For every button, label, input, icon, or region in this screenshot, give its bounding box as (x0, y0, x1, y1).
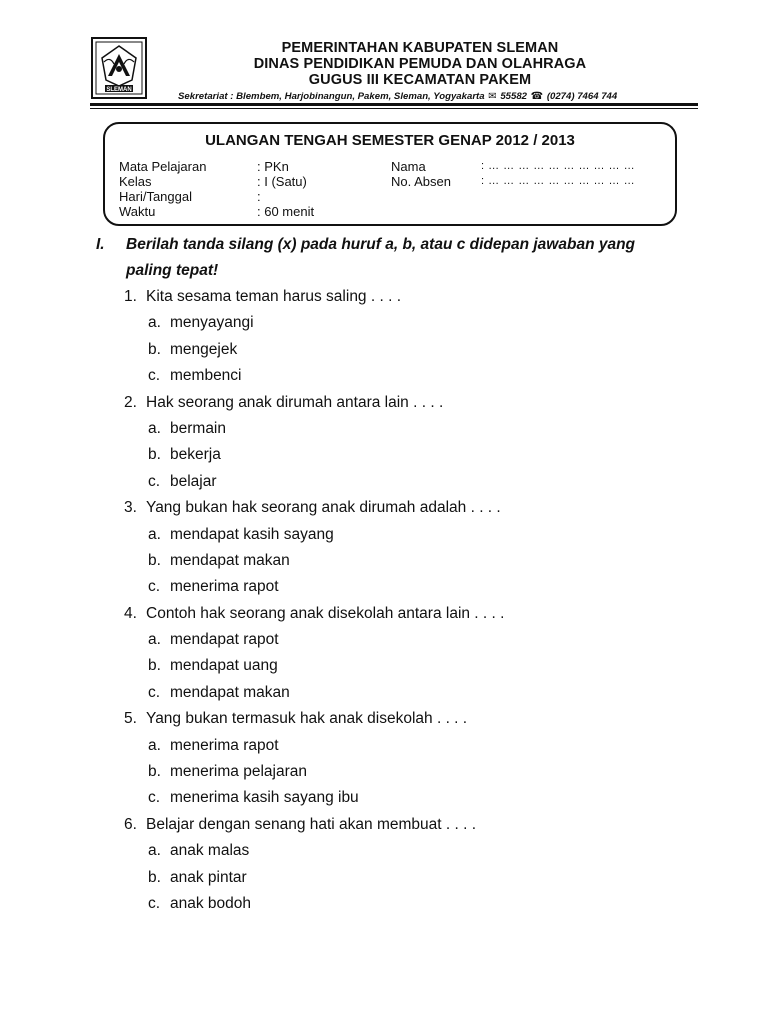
option-1c[interactable] (124, 363, 724, 389)
option-text: belajar (170, 472, 217, 490)
option-1a[interactable] (124, 310, 724, 336)
question-text: Kita sesama teman harus saling . . . . (146, 288, 402, 305)
option-letter: a. (148, 736, 161, 754)
question-1 (124, 284, 724, 310)
question-number: 3. (124, 499, 137, 517)
question-text: Contoh hak seorang anak disekolah antara lain . . . . (146, 604, 505, 622)
option-text: bermain (170, 419, 226, 437)
option-6a[interactable] (124, 838, 724, 864)
option-3a[interactable] (124, 522, 724, 548)
option-5b[interactable] (124, 759, 724, 785)
question-number: 1. (124, 288, 137, 305)
option-6c[interactable] (124, 891, 724, 917)
letterhead (90, 36, 700, 104)
option-text: mendapat kasih sayang (170, 525, 334, 543)
option-text: menyayangi (170, 314, 254, 332)
option-text: anak malas (170, 842, 250, 860)
option-letter: c. (148, 894, 161, 912)
name-label: Nama (391, 159, 426, 174)
letterhead-thin-rule (90, 108, 698, 109)
exam-info-box (103, 122, 677, 226)
instruction-text (126, 232, 726, 284)
question-5 (124, 706, 724, 732)
option-3c[interactable] (124, 574, 724, 600)
option-2c[interactable] (124, 469, 724, 495)
option-1b[interactable] (124, 337, 724, 363)
instruction-line-2: paling tepat! (126, 262, 219, 279)
question-number: 6. (124, 815, 137, 833)
question-list (124, 284, 724, 917)
option-letter: c. (148, 367, 161, 385)
option-4a[interactable] (124, 627, 724, 653)
option-letter: a. (148, 419, 161, 437)
address-text: Sekretariat : Blembem, Harjobinangun, Pakem, Sleman, Yogyakarta (178, 91, 485, 102)
option-letter: b. (148, 446, 161, 464)
letterhead-line-1: PEMERINTAHAN KABUPATEN SLEMAN (281, 40, 559, 56)
time-value: : 60 menit (257, 204, 315, 219)
option-letter: c. (148, 578, 161, 596)
option-text: mendapat rapot (170, 631, 279, 649)
option-text: menerima rapot (170, 736, 279, 754)
subject-value: : PKn (257, 159, 289, 174)
class-label: Kelas (119, 174, 152, 189)
question-text: Yang bukan hak seorang anak dirumah adalah . . . . (146, 499, 501, 517)
exam-title: ULANGAN TENGAH SEMESTER GENAP 2012 / 2013 (205, 132, 575, 149)
date-value: : (257, 189, 261, 204)
question-2 (124, 390, 724, 416)
option-text: menerima kasih sayang ibu (170, 789, 359, 807)
option-text: menerima rapot (170, 578, 279, 596)
svg-text:SLEMAN: SLEMAN (106, 87, 132, 93)
letterhead-line-3: GUGUS III KECAMATAN PAKEM (308, 72, 532, 88)
postal-code: 55582 (500, 91, 527, 102)
option-letter: b. (148, 763, 161, 781)
option-letter: c. (148, 789, 161, 807)
option-text: membenci (170, 367, 242, 385)
option-letter: a. (148, 842, 161, 860)
envelope-icon: ✉ (488, 91, 497, 102)
option-letter: b. (148, 340, 161, 358)
option-text: bekerja (170, 446, 221, 464)
option-letter: b. (148, 551, 161, 569)
instruction-line-1: Berilah tanda silang (x) pada huruf a, b, atau c didepan jawaban yang (126, 236, 636, 253)
section-number: I. (96, 236, 105, 253)
letterhead-address (178, 91, 698, 102)
option-letter: a. (148, 525, 161, 543)
letterhead-thick-rule (90, 103, 698, 106)
date-label: Hari/Tanggal (119, 189, 192, 204)
option-letter: c. (148, 683, 161, 701)
option-text: anak pintar (170, 868, 247, 886)
option-text: mendapat uang (170, 657, 278, 675)
question-number: 2. (124, 393, 137, 411)
option-text: mendapat makan (170, 551, 290, 569)
option-5a[interactable] (124, 733, 724, 759)
question-number: 5. (124, 710, 137, 728)
question-4 (124, 601, 724, 627)
option-letter: b. (148, 868, 161, 886)
option-text: anak bodoh (170, 894, 252, 912)
option-text: mengejek (170, 340, 238, 358)
question-text: Belajar dengan senang hati akan membuat . . . . (146, 815, 477, 833)
question-text: Hak seorang anak dirumah antara lain . . . . (146, 393, 444, 411)
question-3 (124, 495, 724, 521)
option-letter: a. (148, 314, 161, 332)
option-text: menerima pelajaran (170, 763, 307, 781)
question-6 (124, 812, 724, 838)
sleman-logo (90, 36, 148, 100)
phone-icon: ☎ (530, 91, 544, 102)
option-letter: c. (148, 472, 161, 490)
subject-label: Mata Pelajaran (119, 159, 207, 174)
option-2a[interactable] (124, 416, 724, 442)
option-4c[interactable] (124, 680, 724, 706)
phone-number: (0274) 7464 744 (546, 91, 618, 102)
option-5c[interactable] (124, 785, 724, 811)
option-text: mendapat makan (170, 683, 290, 701)
absen-label: No. Absen (391, 174, 451, 189)
question-number: 4. (124, 604, 137, 622)
time-label: Waktu (119, 204, 156, 219)
option-letter: b. (148, 657, 161, 675)
question-text: Yang bukan termasuk hak anak disekolah . . . . (146, 710, 468, 728)
name-field[interactable]: : … … … … … … … … … … (481, 160, 636, 172)
option-4b[interactable] (124, 653, 724, 679)
option-letter: a. (148, 631, 161, 649)
option-6b[interactable] (124, 865, 724, 891)
option-2b[interactable] (124, 442, 724, 468)
option-3b[interactable] (124, 548, 724, 574)
letterhead-line-2: DINAS PENDIDIKAN PEMUDA DAN OLAHRAGA (253, 56, 587, 72)
class-value: : I (Satu) (257, 174, 307, 189)
absen-field[interactable]: : … … … … … … … … … … (481, 175, 636, 187)
